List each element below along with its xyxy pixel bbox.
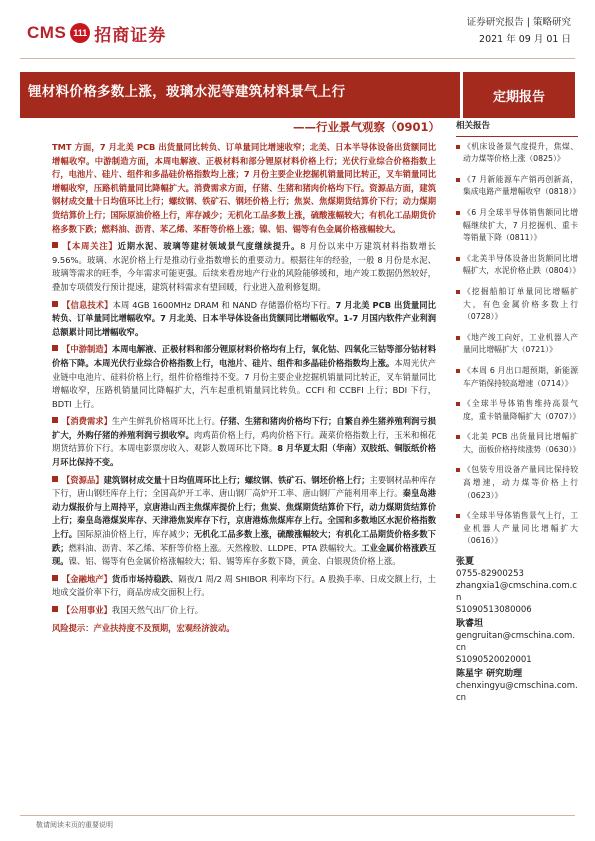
related-report-item[interactable] [456, 398, 581, 423]
related-report-title: 《北美 PCB 出货量同比增幅扩大，面板价格持续涨势（0630）》 [463, 432, 581, 454]
bullet-icon [52, 606, 58, 612]
related-report-item[interactable] [456, 253, 581, 278]
related-report-item[interactable] [456, 174, 581, 199]
bullet-icon [52, 301, 58, 307]
bullet-icon [456, 290, 460, 294]
section-bold: 货币市场持稳跌、 [111, 573, 179, 584]
analyst-email[interactable]: zhangxia1@cmschina.com.cn [456, 581, 577, 604]
section-label: 【信息技术】 [62, 299, 113, 310]
bullet-icon [456, 402, 460, 406]
analyst-name: 陈星宇 研究助理 [456, 669, 523, 680]
risk-note: 风险提示：产业扶持度不及预期，宏观经济波动。 [52, 622, 235, 633]
bullet-icon [52, 242, 58, 248]
related-report-title: 《全球半导体销售景气上行，工业机器人产量同比增幅扩大（0616）》 [463, 511, 578, 546]
report-tag: 定期报告 [463, 72, 575, 118]
section-utilities [52, 604, 436, 618]
bullet-icon [52, 417, 58, 423]
bullet-icon [52, 476, 58, 482]
sidebar [456, 120, 581, 704]
related-report-title: 《全球半导体销售维持高景气度，重卡销量降幅扩大（0707）》 [463, 399, 581, 421]
analyst-email[interactable]: gengruitan@cmschina.com.cn [456, 631, 576, 654]
logo-cn-text: 招商证券 [94, 25, 167, 46]
related-report-item[interactable] [456, 365, 578, 390]
related-report-item[interactable] [456, 141, 578, 166]
section-bold: 近期水泥、玻璃等建材领域景气度继续提升。 [117, 241, 301, 252]
related-reports-heading: 相关报告 [456, 120, 578, 137]
section-text: 本周 4GB 1600MHz DRAM 和 NAND 存储器价格均下行。 [112, 299, 336, 310]
bullet-icon [52, 345, 58, 351]
report-subtitle: ——行业景气观察（0901） [292, 120, 440, 134]
related-report-title: 《包装专用设备产量同比保持较高增速，动力煤等价格上行（0623）》 [463, 465, 578, 500]
section-text: 我国天然气出厂价上行。 [111, 605, 204, 615]
section-bold: 仔猪、生猪和猪肉价格均下行；自繁自养生猪养殖利润亏损扩大，外购仔猪的养殖利润亏损收窄。 [52, 416, 436, 440]
section-text: 本周光伏产业链中电池片、硅料价格上行，组件价格维持不变。7 月份主要企业挖掘机销量同比转正，叉车销量同比增幅收窄，压路机销量同比降幅扩大，汽车起重机销量同比转负。CCFI 和 CCBFI 上行；BDI 下行，BDTI 上行。 [52, 357, 436, 409]
logo-badge-icon: 111 [70, 23, 90, 43]
bullet-icon [456, 211, 460, 215]
logo-cms-text: CMS [27, 23, 67, 42]
section-bold: 秦皇岛港动力煤报价与上周持平，京唐港山西主焦煤库提价上行；焦炭、焦煤期货结算价下行，动力煤期货结算价上行；秦皇岛港煤炭库存、天津港焦炭库存下行，京唐港炼焦煤库存上行。全国和多数地区水泥价格指数上行。 [52, 488, 436, 540]
section-consumer [52, 415, 436, 469]
header-divider [20, 58, 575, 59]
section-label: 【本周关注】 [62, 241, 118, 252]
section-text: 燃料油、沥青、苯乙烯、苯酐等价格上涨。天然橡胶、LLDPE、PTA 跌幅较大。 [68, 542, 362, 553]
related-reports-list [456, 141, 581, 548]
bullet-icon [456, 257, 460, 261]
section-bold: 8 月华夏太阳（华南）双肢纸、铜版纸价格月环比保持不变。 [52, 443, 436, 468]
related-report-item[interactable] [456, 431, 581, 456]
analyst-block [456, 556, 578, 704]
analyst-cert: S1090520020001 [456, 655, 532, 666]
footer-divider [20, 815, 575, 816]
related-report-item[interactable] [456, 332, 578, 357]
related-report-title: 《挖掘船舶订单量同比增幅扩大，有色金属价格多数上行（0728）》 [463, 286, 578, 322]
section-text: 肉鸡苗价格上行，鸡肉价格下行。蔬菜价格指数上行，玉米和棉花期货结算价下行。本周电影票房收入、观影人数周环比下降。 [52, 429, 436, 454]
report-title: 锂材料价格多数上涨，玻璃水泥等建筑材料景气上行 [28, 84, 346, 100]
related-report-title: 《7 月新能源车产销再创新高，集成电路产量增幅收窄（0818）》 [463, 174, 581, 197]
section-bold: 无机化工品多数上涨，硫酸涨幅较大；有机化工品期货价格多数下跌； [52, 529, 436, 553]
section-label: 【资源品】 [62, 474, 104, 485]
analyst-name: 张夏 [456, 557, 475, 568]
section-bold: 7 月北美 PCB 出货量同比转负、订单量同比增幅收窄。7 月北美、日本半导体设备出货额同比增幅收窄。1-7 月国内软件产业利润总额累计同比增幅收窄。 [52, 299, 436, 337]
analyst-cert: S1090513080006 [456, 605, 532, 616]
bullet-icon [456, 514, 460, 518]
related-report-title: 《北美半导体设备出货额同比增幅扩大，水泥价格止跌（0804）》 [463, 253, 581, 276]
bullet-icon [456, 468, 460, 472]
section-text: 生产生鲜乳价格周环比上行。 [111, 416, 220, 427]
analyst-email[interactable]: chenxingyu@cmschina.com.cn [456, 681, 578, 704]
section-text: 镍、铝、锡等有色金属价格涨幅较大；铅、锡等库存多数下降，黄金、白银现货价格上涨。 [68, 556, 401, 567]
analyst-phone: 0755-82900253 [456, 569, 524, 580]
section-text: 国际原油价格上行，库存减少； [77, 529, 194, 540]
related-report-title: 《地产竣工向好，工业机器人产量同比增幅扩大（0721）》 [463, 332, 578, 355]
bullet-icon [456, 369, 460, 373]
analyst-name: 耿睿坦 [456, 619, 484, 630]
bullet-icon [456, 145, 460, 149]
related-report-item[interactable] [456, 510, 578, 548]
related-report-title: 《6 月全球半导体销售额同比增幅继续扩大，7 月挖掘机、重卡等销量下降（0811）》 [463, 207, 578, 243]
related-report-item[interactable] [456, 464, 578, 502]
bullet-icon [52, 575, 58, 581]
section-bold: 本周电解液、正极材料和部分锂原材料价格均有上行，氧化钴、四氧化三钴等部分钴材料价格下降。本周光伏行业综合价格指数上行，电池片、硅片、组件和多晶硅价格指数均上涨。 [52, 344, 436, 368]
cms-logo [27, 22, 166, 44]
section-bold: 建筑钢材成交量十日均值周环比上行；螺纹钢、铁矿石、钢坯价格上行； [103, 474, 370, 485]
section-resources [52, 474, 436, 569]
main-content [52, 141, 436, 635]
section-midstream [52, 343, 436, 411]
related-report-title: 《机床设备景气度提升，焦煤、动力煤等价格上涨（0825）》 [463, 141, 578, 164]
report-type: 证券研究报告 | 策略研究 [466, 17, 571, 28]
section-label: 【公用事业】 [62, 605, 112, 615]
section-label: 【金融地产】 [62, 573, 112, 584]
section-text: 8 月份以来中万建筑材料指数增长 9.56%。玻璃、水泥价格上行是推动行业指数增长的重要动力。根据往年的经验，一般 8 月份是水泥、玻璃等需求的旺季，今年需求可能更强。后续来看房地产行业的风险能够缓和，地产竣工数据仍然较好，叠加专项债发行预计提速，建筑材料需求有望回暖，行业进入盈利修复期。 [52, 241, 436, 292]
related-report-title: 《本周 6 月出口超预期，新能源车产销保持较高增速（0714）》 [463, 365, 578, 388]
footer-note: 敬请阅读末页的重要说明 [36, 821, 113, 829]
summary-paragraph: TMT 方面，7 月北美 PCB 出货量同比转负、订单量同比增速收窄；北美、日本半导体设备出货额同比增幅收窄。中游制造方面，本周电解液、正极材料和部分锂原材料价格上行；光伏行业综合价格指数上行，电池片、硅片、组件和多晶硅价格指数均上涨；7 月份主要企业挖掘机销量同比转正，叉车销量同比增幅收窄，压路机销量同比降幅扩大。消费需求方面，仔猪、生猪和猪肉价格均下行。资源品方面，建筑钢材成交量十日均值环比上行；螺纹钢、铁矿石、钢坯价格上行；焦炭、焦煤期货结算价下行；动力煤期货结算价上行；国际原油价格上行，库存减少；无机化工品多数上涨，硫酸涨幅较大；有机化工品期货价格多数下跌；燃料油、沥青、苯乙烯、苯酐等价格上涨；镍、铝、锡等有色金属价格涨幅较大。 [52, 142, 436, 234]
section-label: 【中游制造】 [62, 344, 112, 355]
bullet-icon [456, 178, 460, 182]
section-it [52, 299, 436, 340]
section-bold: 工业金属价格涨跌互现。 [52, 542, 436, 567]
header-meta [467, 14, 571, 48]
section-text: 主要钢材品种库存下行，唐山钢坯库存上行；全国高炉开工率、唐山钢厂高炉开工率、唐山钢厂产能利用率上行。 [52, 474, 436, 499]
section-text: 隔夜/1 周/2 周 SHIBOR 利率均下行。A 股换手率、日成交额上行，土地成交溢价率下行，商品房成交面积上行。 [52, 573, 436, 598]
bullet-icon [456, 336, 460, 340]
section-focus [52, 240, 436, 294]
section-label: 【消费需求】 [62, 416, 112, 427]
report-date: 2021 年 09 月 01 日 [479, 34, 571, 45]
related-report-item[interactable] [456, 207, 578, 245]
related-report-item[interactable] [456, 286, 578, 324]
bullet-icon [456, 435, 460, 439]
section-finance [52, 573, 436, 600]
